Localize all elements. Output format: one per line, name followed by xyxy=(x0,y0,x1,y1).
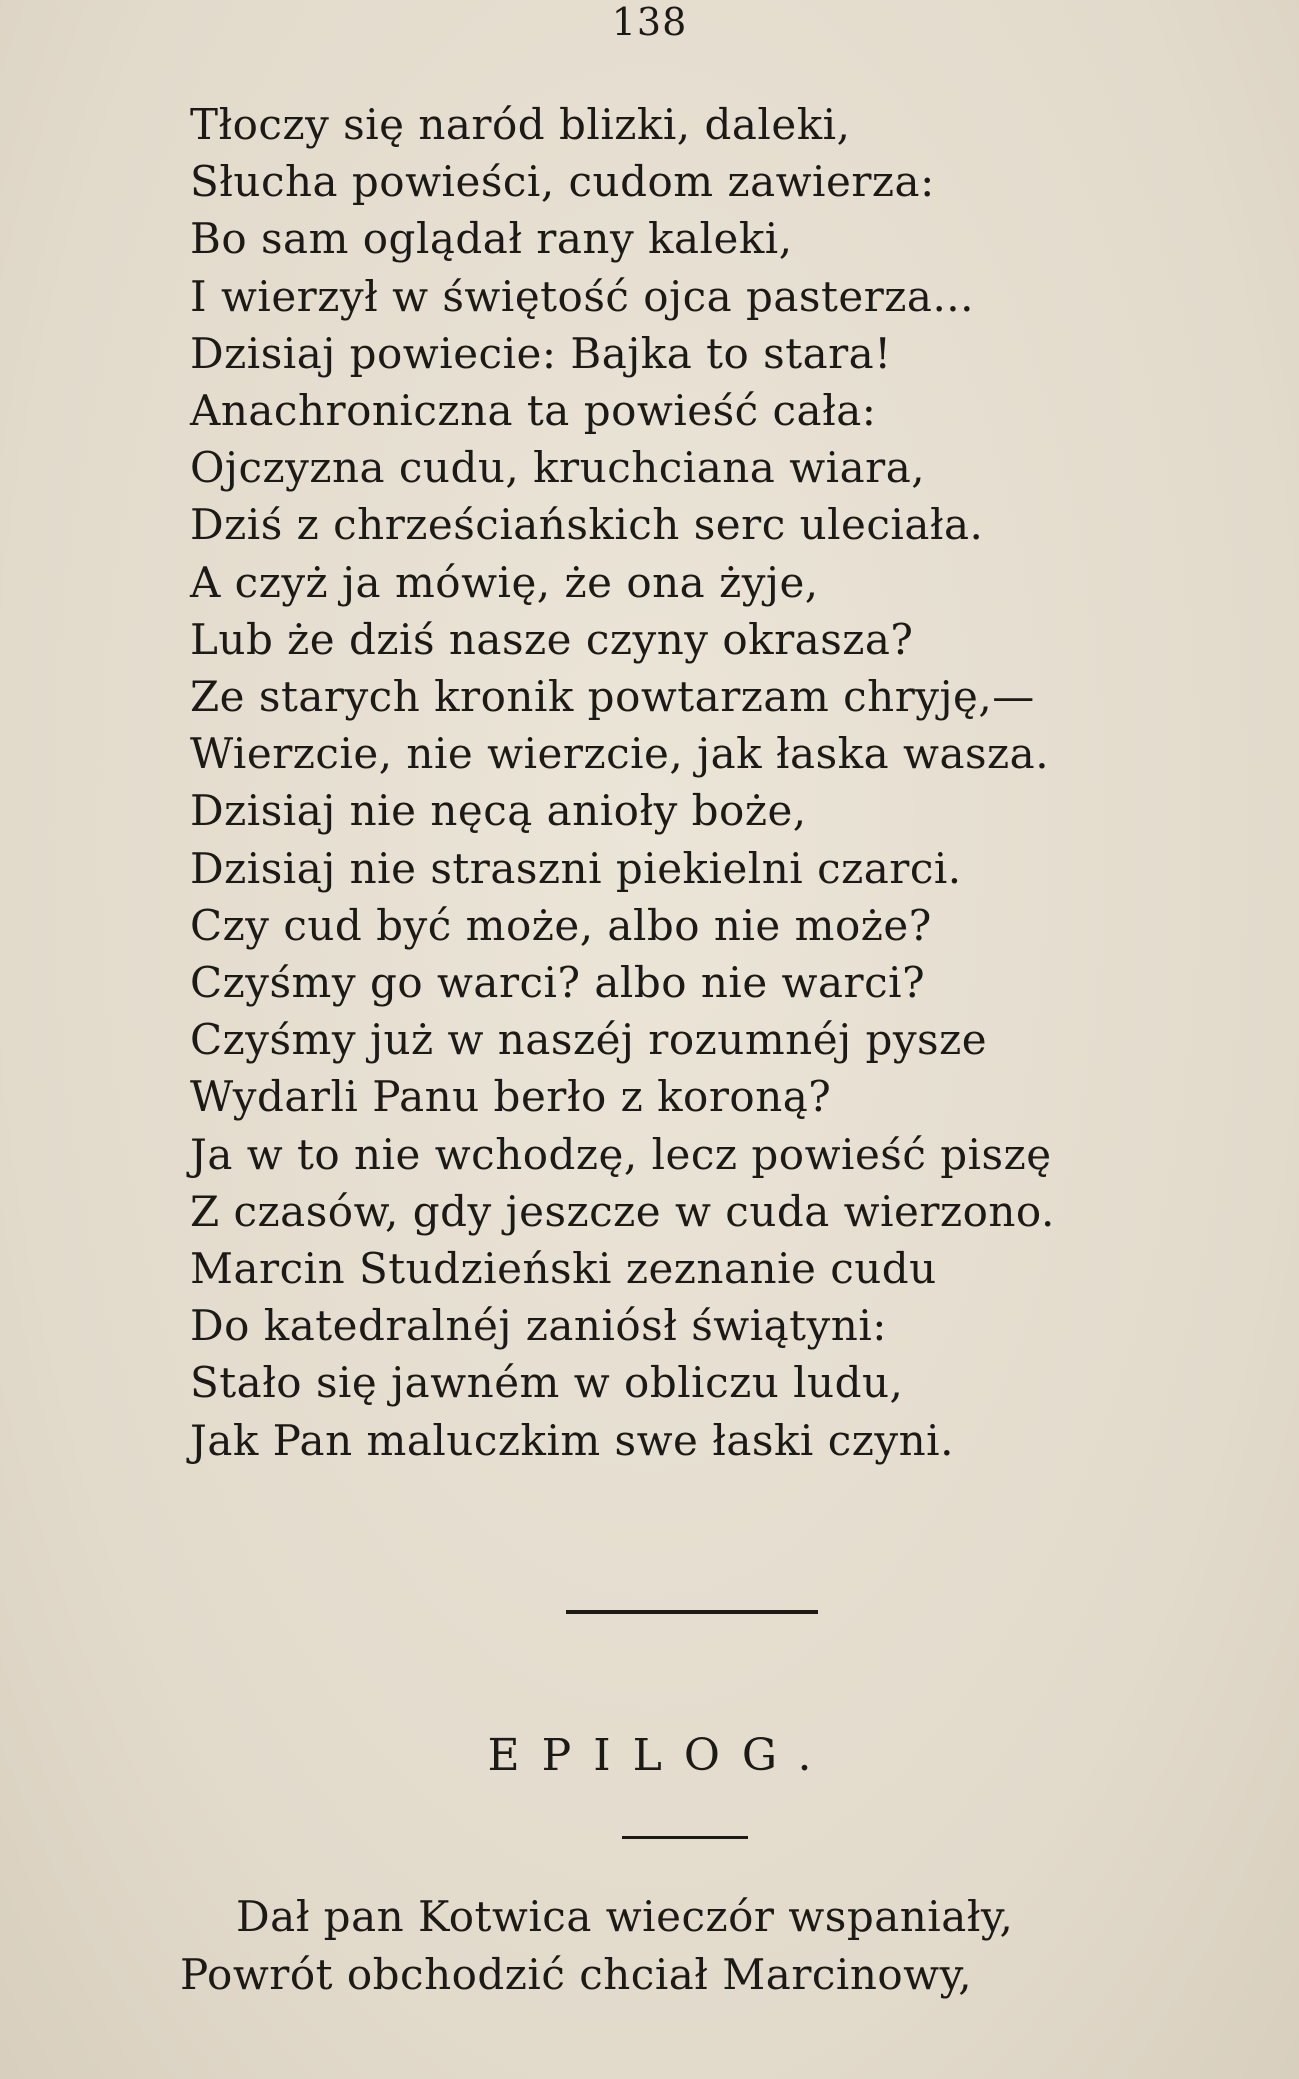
verse-line: Anachroniczna ta powieść cała: xyxy=(190,386,877,436)
verse-line: Marcin Studzieński zeznanie cudu xyxy=(190,1244,937,1294)
verse-line: Tłoczy się naród blizki, daleki, xyxy=(190,100,851,149)
verse-line: Z czasów, gdy jeszcze w cuda wierzono. xyxy=(190,1186,1055,1236)
verse-line: Ze starych kronik powtarzam chryję,— xyxy=(190,672,1035,722)
verse-line: Dziś z chrześciańskich serc uleciała. xyxy=(190,500,984,550)
verse-line: Jak Pan maluczkim swe łaski czyni. xyxy=(190,1415,954,1465)
verse-line: Dzisiaj nie nęcą anioły boże, xyxy=(190,786,807,836)
section-title: EPILOG. xyxy=(487,1730,834,1781)
epilog-line: Powrót obchodzić chciał Marcinowy, xyxy=(180,1950,973,1999)
page-number: 138 xyxy=(611,0,688,44)
verse-line: Do katedralnéj zaniósł świątyni: xyxy=(190,1301,887,1351)
verse-line: Stało się jawném w obliczu ludu, xyxy=(190,1358,904,1408)
section-divider xyxy=(566,1610,818,1614)
title-underline xyxy=(622,1836,748,1839)
verse-line: Lub że dziś nasze czyny okrasza? xyxy=(190,614,914,664)
verse-line: Czyśmy go warci? albo nie warci? xyxy=(190,958,926,1008)
verse-line: A czyż ja mówię, że ona żyje, xyxy=(190,557,819,607)
verse-line: Słucha powieści, cudom zawierza: xyxy=(190,157,935,207)
verse-line: Dzisiaj nie straszni piekielni czarci. xyxy=(190,843,962,893)
verse-line: Dzisiaj powiecie: Bajka to stara! xyxy=(190,328,892,378)
epilog-line: Dał pan Kotwica wieczór wspaniały, xyxy=(236,1892,1014,1941)
verse-line: Ojczyzna cudu, kruchciana wiara, xyxy=(190,443,926,493)
epilog-block xyxy=(180,1888,1260,2004)
verse-block xyxy=(190,96,1250,1469)
verse-line: Ja w to nie wchodzę, lecz powieść piszę xyxy=(190,1129,1052,1179)
verse-line: Wierzcie, nie wierzcie, jak łaska wasza. xyxy=(190,729,1050,779)
verse-line: Czyśmy już w naszéj rozumnéj pysze xyxy=(190,1015,988,1065)
verse-line: Czy cud być może, albo nie może? xyxy=(190,900,932,950)
verse-line: Wydarli Panu berło z koroną? xyxy=(190,1072,832,1122)
verse-line: I wierzył w świętość ojca pasterza... xyxy=(190,271,974,321)
verse-line: Bo sam oglądał rany kaleki, xyxy=(190,214,793,264)
